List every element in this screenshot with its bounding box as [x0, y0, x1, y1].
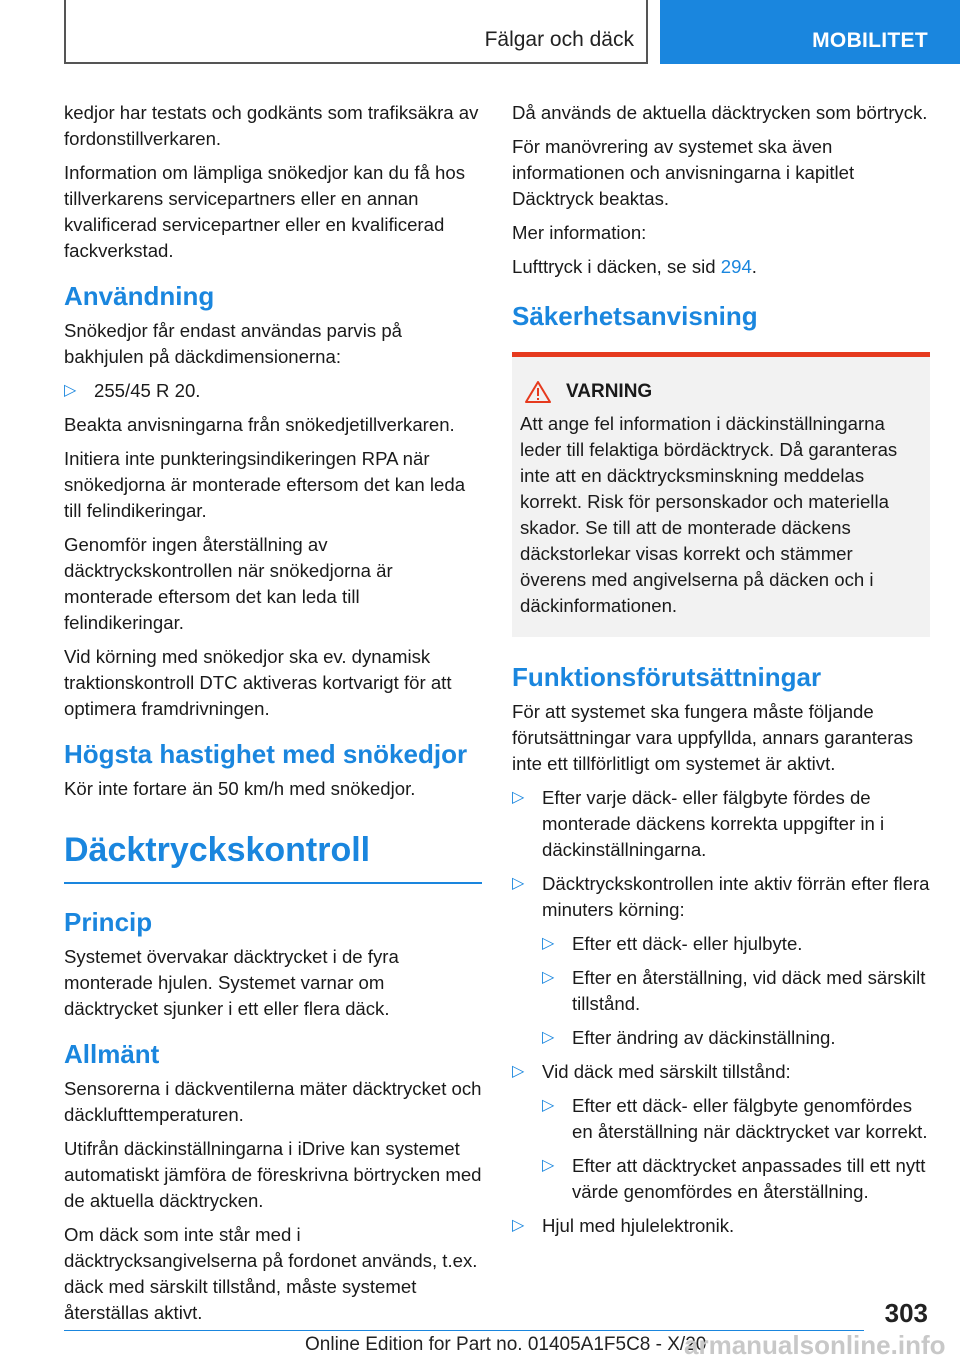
triangle-bullet-icon: ▷ [542, 935, 555, 952]
list-item [512, 1059, 930, 1085]
list-item-text: Efter ett däck- eller fälgbyte genomfördes en återställning när däcktrycket var korrekt. [572, 1095, 928, 1142]
list-item [512, 1213, 930, 1239]
paragraph: För manövrering av systemet ska även informationen och anvisningarna i kapitlet Däcktryck beaktas. [512, 136, 855, 209]
triangle-bullet-icon: ▷ [542, 969, 555, 986]
paragraph: Beakta anvisningarna från snökedjetillverkaren. [64, 414, 455, 435]
heading-hogsta-hastighet: Högsta hastighet med snökedjor [64, 739, 468, 769]
list-item-text: Efter en återställning, vid däck med särskilt tillstånd. [572, 967, 926, 1014]
list-item-text: Hjul med hjulelektronik. [542, 1215, 735, 1236]
triangle-bullet-icon: ▷ [512, 789, 525, 806]
paragraph: Snökedjor får endast användas parvis på bakhjulen på däckdimensionerna: [64, 320, 403, 367]
watermark: armanualsonline.info [684, 1330, 946, 1360]
left-column [64, 100, 482, 1334]
paragraph: Information om lämpliga snökedjor kan du få hos tillverkarens servicepartners eller en annan kvalificerad servicepartner eller en kvalificerad fackverkstad. [64, 162, 466, 261]
paragraph: kedjor har testats och godkänts som trafiksäkra av fordonstillverkaren. [64, 102, 479, 149]
paragraph: Vid körning med snökedjor ska ev. dynamisk traktionskontroll DTC aktiveras kortvarigt för att optimera framdrivningen. [64, 646, 452, 719]
list-item-text: Däcktryckskontrollen inte aktiv förrän efter flera minuters körning: [542, 873, 930, 920]
page-link[interactable]: 294 [720, 256, 752, 277]
sub-list-item [542, 1093, 930, 1145]
triangle-bullet-icon: ▷ [542, 1157, 555, 1174]
triangle-bullet-icon: ▷ [542, 1029, 555, 1046]
paragraph: Systemet övervakar däcktrycket i de fyra monterade hjulen. Systemet varnar om däcktrycket sjunker i ett eller flera däck. [64, 946, 399, 1019]
sub-list-item [542, 965, 930, 1017]
list-item-text: Efter ändring av däckinställning. [572, 1027, 836, 1048]
list-item [512, 785, 930, 863]
footer-edition: Online Edition for Part no. 01405A1F5C8 - X/20 [305, 1334, 707, 1355]
list-item-text: Efter varje däck- eller fälgbyte fördes de monterade däckens korrekta uppgifter in i däckinställningarna. [542, 787, 885, 860]
paragraph: Genomför ingen återställning av däcktryckskontrollen när snökedjorna är monterade eftersom det kan leda till felindikeringar. [64, 534, 393, 633]
triangle-bullet-icon: ▷ [512, 875, 525, 892]
list-item-text: Efter att däcktrycket anpassades till ett nytt värde genomfördes en återställning. [572, 1155, 926, 1202]
header-section-title: Fälgar och däck [484, 28, 634, 51]
paragraph: Sensorerna i däckventilerna mäter däcktrycket och däcklufttemperaturen. [64, 1078, 482, 1125]
list-item-text: 255/45 R 20. [94, 380, 201, 401]
paragraph: Då används de aktuella däcktrycken som börtryck. [512, 102, 928, 123]
list-item-text: Vid däck med särskilt tillstånd: [542, 1061, 791, 1082]
warning-text: Att ange fel information i däckinställningarna leder till felaktiga bördäcktryck. Då garanteras inte att en däcktrycksminskning meddelas korrekt. Risk för personskador och materiella skador. Se till att de monterade däckens däckstorlekar visas korrekt och stämmer överens med angivelserna på däcken och i däckinformationen. [520, 413, 898, 616]
page-number: 303 [884, 1298, 928, 1328]
paragraph: Mer information: [512, 222, 647, 243]
triangle-bullet-icon: ▷ [542, 1097, 555, 1114]
header-chapter-title: MOBILITET [812, 29, 928, 52]
sub-list-item [542, 1025, 930, 1051]
paragraph: Om däck som inte står med i däcktrycksangivelserna på fordonet används, t.ex. däck med särskilt tillstånd, måste systemet återställas aktivt. [64, 1224, 478, 1323]
list-item [512, 871, 930, 923]
header-chapter-tab [660, 0, 960, 64]
triangle-bullet-icon: ▷ [512, 1217, 525, 1234]
warning-box [512, 352, 930, 637]
triangle-bullet-icon: ▷ [64, 382, 77, 399]
paragraph: För att systemet ska fungera måste följande förutsättningar vara uppfyllda, annars garanteras inte ett tillförlitligt om systemet är aktivt. [512, 701, 914, 774]
list-item-text: Efter ett däck- eller hjulbyte. [572, 933, 803, 954]
list-item [64, 378, 482, 404]
heading-anvandning: Användning [64, 281, 215, 311]
warning-triangle-icon [524, 380, 552, 404]
heading-princip: Princip [64, 907, 153, 937]
triangle-bullet-icon: ▷ [512, 1063, 525, 1080]
heading-funktionsforutsattningar: Funktionsförutsättningar [512, 662, 822, 692]
chapter-title: Däcktryckskontroll [64, 828, 482, 884]
heading-allmant: Allmänt [64, 1039, 160, 1069]
header-section-tab [64, 0, 648, 64]
paragraph: Initiera inte punkteringsindikeringen RPA när snökedjorna är monterade eftersom det kan leda till felindikeringar. [64, 448, 466, 521]
warning-title: VARNING [566, 381, 653, 402]
right-column [512, 100, 930, 1247]
sub-list-item [542, 1153, 930, 1205]
warning-header [520, 379, 922, 405]
paragraph: Kör inte fortare än 50 km/h med snökedjor. [64, 778, 416, 799]
paragraph: Utifrån däckinställningarna i iDrive kan systemet automatiskt jämföra de föreskrivna börtrycken med de aktuella däcktrycken. [64, 1138, 482, 1211]
heading-sakerhetsanvisning: Säkerhetsanvisning [512, 301, 758, 331]
paragraph-reference: Lufttryck i däcken, se sid 294. [512, 256, 757, 277]
sub-list-item [542, 931, 930, 957]
